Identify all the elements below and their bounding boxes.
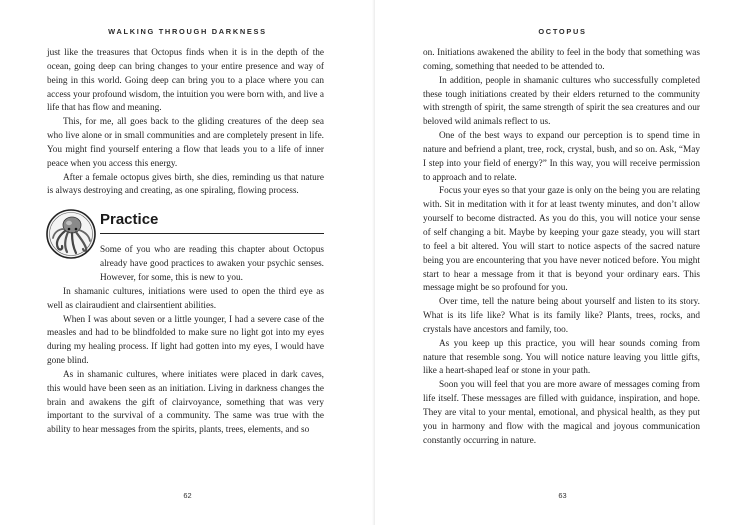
paragraph: Over time, tell the nature being about yourself and listen to its story. What is its life like? What is its family like? Plants, trees, rocks, and crystals have ancestors and family, too. xyxy=(423,297,700,335)
paragraph: As in shamanic cultures, where initiates were placed in dark caves, this would have been seen as an initiation. Living in darkness changes the brain and awakens the gift of clairvoyance, something that was very important to the survival of a community. The same was true with the ability to hear messages from the spirits, plants, trees, elements, and so xyxy=(47,369,324,436)
paragraph: In shamanic cultures, initiations were used to open the third eye as well as clairaudient and clairsentient abilities. xyxy=(47,286,324,311)
paragraph: on. Initiations awakened the ability to feel in the body that something was coming, something that needed to be attended to. xyxy=(423,48,700,72)
practice-heading xyxy=(47,210,324,244)
octopus-emblem-icon xyxy=(45,208,97,260)
paragraph: In addition, people in shamanic cultures who successfully completed these tough initiations created by their elders returned to the community with strength of spirit, the same strength of spirit the sea creatures and our beloved wild animals reflect to us. xyxy=(423,75,700,128)
paragraph: Focus your eyes so that your gaze is only on the being you are relating with. Sit in meditation with it for at least twenty minutes, and don’t allow yourself to become distracted. As you do this, you will notice your sense of self changing a bit. Maybe by keeping your gaze steady, you will start to feel a bit altered. You will start to notice aspects of the sacred nature being you are encountering that you have never noticed before. You might start to hear a message from it that is beyond your ordinary ears. This message might be so profound for you. xyxy=(423,186,700,294)
right-text-block xyxy=(423,47,700,448)
paragraph: Some of you who are reading this chapter about Octopus already have good practices to awaken your psychic senses. However, for some, this is new to you. xyxy=(100,245,324,283)
paragraph: When I was about seven or a little younger, I had a severe case of the measles and had to be blindfolded to make sure no light got into my eyes during my healing process. If light had gotten into my eyes, I would have gone blind. xyxy=(47,314,324,367)
paragraph: just like the treasures that Octopus finds when it is in the depth of the ocean, going deep can bring changes to your entire presence and way of being in this world. Going deep can bring you to a place where you can access your profound wisdom, the intuition you were born with, and live a life that has flow and meaning. xyxy=(47,48,324,114)
practice-title: Practice xyxy=(100,211,159,229)
right-page-number: 63 xyxy=(558,491,567,500)
right-running-head: OCTOPUS xyxy=(538,27,587,36)
paragraph: One of the best ways to expand our perception is to spend time in nature and befriend a plant, tree, rock, crystal, bush, and so on. Ask, “May I step into your field of energy?” In this way, you will receive permission to approach and to relate. xyxy=(423,131,700,183)
paragraph: This, for me, all goes back to the gliding creatures of the deep sea who live alone or in small communities and are completely present in life. You might find yourself entering a flow that leads you to a life of inner peace when you access this energy. xyxy=(47,117,324,169)
paragraph: Soon you will feel that you are more aware of messages coming from life itself. These messages are filled with guidance, inspiration, and hope. They are vital to your mental, emotional, and physical health, as they put you in harmony and flow with the magical and joyous communication constantly occurring in nature. xyxy=(423,380,700,446)
practice-section xyxy=(47,210,324,438)
right-page xyxy=(375,0,750,525)
left-text-block xyxy=(47,47,324,438)
left-running-head: WALKING THROUGH DARKNESS xyxy=(108,27,267,36)
practice-rule xyxy=(100,233,324,234)
left-page-number: 62 xyxy=(183,491,192,500)
paragraph: As you keep up this practice, you will hear sounds coming from nature that resemble song. You will notice nature leaving you little gifts, like a heart-shaped leaf or stone in your path. xyxy=(423,338,700,377)
paragraph: After a female octopus gives birth, she dies, reminding us that nature is always destroying and creating, as one spiraling, flowing process. xyxy=(47,172,324,197)
